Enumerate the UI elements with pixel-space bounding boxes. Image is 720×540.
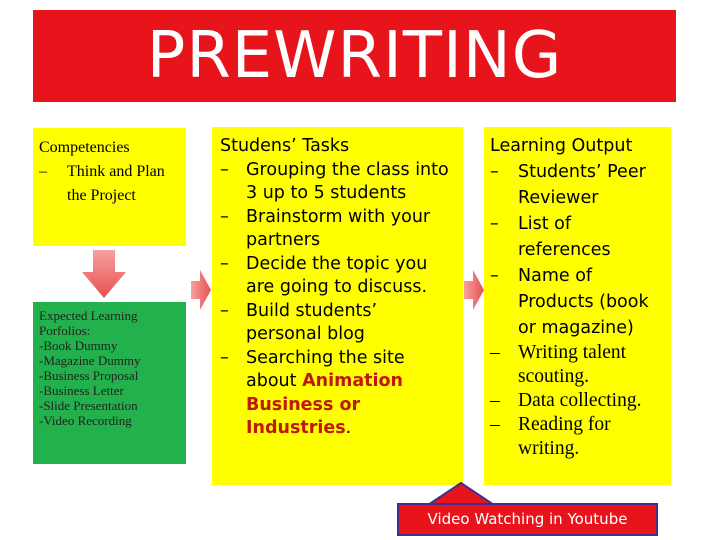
arrow-right-icon <box>464 270 484 310</box>
tasks-heading: Studens’ Tasks <box>220 136 350 156</box>
list-item <box>490 389 665 413</box>
output-heading: Learning Output <box>490 136 633 156</box>
dash-bullet: – <box>490 341 500 363</box>
list-item <box>220 253 455 300</box>
output-box <box>484 127 671 485</box>
title-banner <box>33 10 676 102</box>
dash-bullet: – <box>39 163 47 180</box>
dash-bullet: – <box>220 300 229 321</box>
dash-bullet: – <box>490 413 500 435</box>
video-callout: Video Watching in Youtube <box>397 503 658 536</box>
list-item <box>490 159 665 211</box>
dash-bullet: – <box>220 206 229 227</box>
arrow-down-icon <box>82 250 126 298</box>
portfolio-line: Porfolios: <box>39 323 91 338</box>
task-text: Grouping the class into 3 up to 5 students <box>246 159 449 203</box>
portfolio-box <box>33 302 186 464</box>
highlight-text: Animation Business or Industries <box>246 371 403 438</box>
task-text: Searching the site about <box>246 347 405 391</box>
list-item <box>220 300 455 347</box>
list-item <box>490 211 665 263</box>
portfolio-line: -Business Letter <box>39 383 124 398</box>
output-text: Writing talent scouting. <box>518 341 627 387</box>
dash-bullet: – <box>220 159 229 180</box>
competencies-heading: Competencies <box>39 139 130 156</box>
list-item <box>220 159 455 206</box>
task-text-with-highlight <box>246 347 455 441</box>
portfolio-line: -Business Proposal <box>39 368 139 383</box>
competencies-box <box>33 128 186 246</box>
dash-bullet: – <box>490 389 500 411</box>
portfolio-line: Expected Learning <box>39 308 138 323</box>
task-text: Build students’ personal blog <box>246 300 378 344</box>
dash-bullet: – <box>220 253 229 274</box>
portfolio-line: -Magazine Dummy <box>39 353 141 368</box>
highlight-suffix: . <box>345 418 352 438</box>
dash-bullet: – <box>490 265 499 286</box>
output-text: Data collecting. <box>518 389 642 411</box>
list-item <box>490 263 665 341</box>
list-item <box>39 160 180 208</box>
list-item <box>220 206 455 253</box>
portfolio-line: -Video Recording <box>39 413 132 428</box>
arrow-right-icon <box>191 270 211 310</box>
output-text: Name of Products (book or magazine) <box>518 265 649 338</box>
tasks-box <box>212 127 463 485</box>
list-item <box>490 413 665 461</box>
page-title: PREWRITING <box>146 19 563 93</box>
list-item <box>220 347 455 441</box>
task-text: Brainstorm with your partners <box>246 206 431 250</box>
list-item <box>490 341 665 389</box>
task-text: Decide the topic you are going to discuss. <box>246 253 428 297</box>
output-text: Students’ Peer Reviewer <box>518 161 646 208</box>
portfolio-line: -Book Dummy <box>39 338 118 353</box>
dash-bullet: – <box>490 161 499 182</box>
competency-text: Think and Plan the Project <box>67 163 165 204</box>
portfolio-line: -Slide Presentation <box>39 398 138 413</box>
output-text: Reading for writing. <box>518 413 611 459</box>
output-text: List of references <box>518 213 611 260</box>
dash-bullet: – <box>220 347 229 368</box>
dash-bullet: – <box>490 213 499 234</box>
